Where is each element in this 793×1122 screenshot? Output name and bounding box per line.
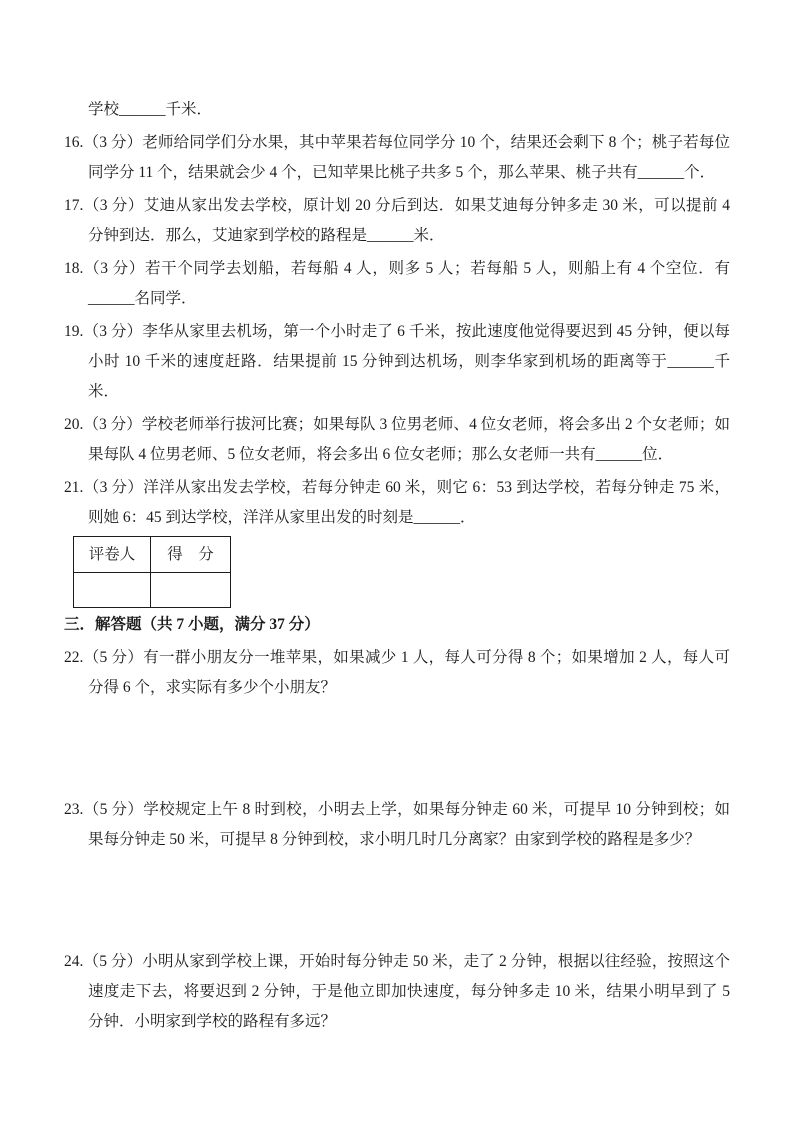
question-15-continuation: 学校______千米． xyxy=(88,101,213,118)
question-16: 16.（3 分）老师给同学们分水果，其中苹果若每位同学分 10 个，结果还会剩下 8 个；桃子若每位同学分 11 个，结果就会少 4 个，已知苹果比桃子共多 5 个，那么苹果、桃子共有______个． xyxy=(64,134,730,181)
grading-table-header-row xyxy=(74,537,231,573)
section-three-header: 三．解答题（共 7 小题，满分 37 分） xyxy=(64,616,320,633)
grading-table-value-row xyxy=(74,573,231,608)
question-21: 21.（3 分）洋洋从家出发去学校，若每分钟走 60 米，则它 6：53 到达学校，若每分钟走 75 米，则她 6：45 到达学校，洋洋从家里出发的时刻是______． xyxy=(64,479,730,526)
score-value-cell xyxy=(151,573,231,608)
question-19: 19.（3 分）李华从家里去机场，第一个小时走了 6 千米，按此速度他觉得要迟到 45 分钟，便以每小时 10 千米的速度赶路．结果提前 15 分钟到达机场，则李华家到机场的距离等于______千米． xyxy=(64,323,730,400)
grader-label-cell: 评卷人 xyxy=(74,537,151,573)
question-23: 23.（5 分）学校规定上午 8 时到校，小明去上学，如果每分钟走 60 米，可提早 10 分钟到校；如果每分钟走 50 米，可提早 8 分钟到校，求小明几时几分离家？由家到学校的路程是多少？ xyxy=(64,801,730,848)
question-22: 22.（5 分）有一群小朋友分一堆苹果，如果减少 1 人，每人可分得 8 个；如果增加 2 人，每人可分得 6 个，求实际有多少个小朋友？ xyxy=(64,649,730,696)
question-17: 17.（3 分）艾迪从家出发去学校，原计划 20 分后到达．如果艾迪每分钟多走 30 米，可以提前 4 分钟到达．那么，艾迪家到学校的路程是______米． xyxy=(64,197,730,244)
question-20: 20.（3 分）学校老师举行拔河比赛；如果每队 3 位男老师、4 位女老师，将会多出 2 个女老师；如果每队 4 位男老师、5 位女老师，将会多出 6 位女老师；那么女老师一共有______位． xyxy=(64,416,730,463)
grading-table xyxy=(73,536,231,608)
score-label-cell: 得 分 xyxy=(151,537,231,573)
grader-value-cell xyxy=(74,573,151,608)
question-24: 24.（5 分）小明从家到学校上课，开始时每分钟走 50 米，走了 2 分钟，根据以往经验，按照这个速度走下去，将要迟到 2 分钟，于是他立即加快速度，每分钟多走 10 米，结果小明早到了 5 分钟．小明家到学校的路程有多远？ xyxy=(64,953,730,1030)
question-18: 18.（3 分）若干个同学去划船，若每船 4 人，则多 5 人；若每船 5 人，则船上有 4 个空位．有______名同学． xyxy=(64,260,730,307)
